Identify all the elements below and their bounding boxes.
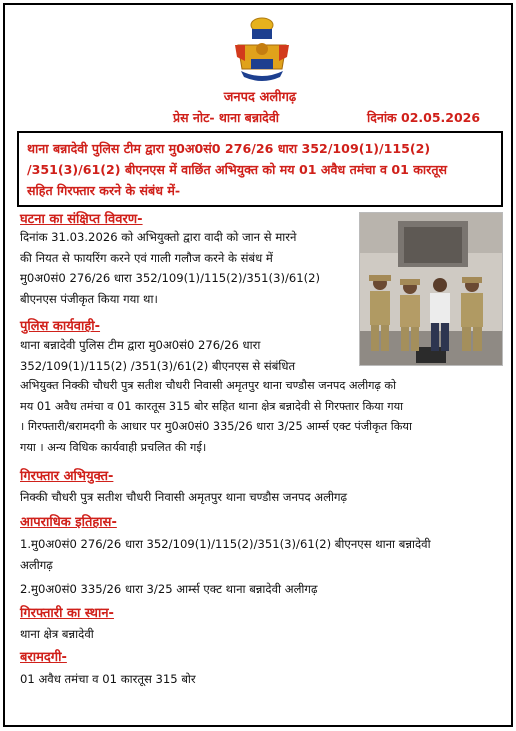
incident-line: मु0अ0सं0 276/26 धारा 352/109(1)/115(2)/351(3)/61(2) [20, 271, 321, 285]
arrest-photo [359, 212, 503, 366]
recovery-text: 01 अवैध तमंचा व 01 कारतूस 315 बोर [20, 672, 196, 686]
criminal-history-item: अलीगढ़ [20, 557, 53, 572]
incident-line: बीएनएस पंजीकृत किया गया था। [20, 291, 158, 306]
criminal-history-item: 1.मु0अ0सं0 276/26 धारा 352/109(1)/115(2)/351(3)/61(2) बीएनएस थाना बन्नादेवी [20, 537, 431, 551]
police-action-line: अभियुक्त निक्की चौधरी पुत्र सतीश चौधरी निवासी अमृतपुर थाना चण्डौस जनपद अलीगढ़ को [20, 379, 397, 392]
incident-line: दिनांक 31.03.2026 को अभियुक्तो द्वारा वादी को जान से मारने [20, 230, 297, 244]
incident-line: की नियत से फायरिंग करने एवं गाली गलौज करने के संबंध में [20, 250, 273, 265]
subject-line: सहित गिरफ्तार करने के संबंध में- [27, 183, 181, 198]
incident-heading: घटना का संक्षिप्त विवरण- [20, 212, 143, 227]
press-note-date: दिनांक 02.05.2026 [367, 110, 481, 125]
police-action-line: । गिरफ्तारी/बरामदगी के आधार पर मु0अ0सं0 335/26 धारा 3/25 आर्म्स एक्ट पंजीकृत किया [20, 420, 412, 433]
arrest-place-text: थाना क्षेत्र बन्नादेवी [20, 627, 94, 641]
arrested-text: निक्की चौधरी पुत्र सतीश चौधरी निवासी अमृतपुर थाना चण्डौस जनपद अलीगढ़ [20, 490, 348, 504]
criminal-history-list [20, 534, 504, 575]
police-action-text-narrow [20, 335, 354, 376]
police-action-text-wide [20, 376, 504, 458]
recovery-heading: बरामदगी- [20, 650, 67, 665]
subject-line: /351(3)/61(2) बीएनएस में वाछिंत अभियुक्त को मय 01 अवैध तमंचा व 01 कारतूस [27, 162, 448, 177]
arrested-heading: गिरफ्तार अभियुक्त- [20, 469, 114, 484]
criminal-history-item: 2.मु0अ0सं0 335/26 धारा 3/25 आर्म्स एक्ट थाना बन्नादेवी अलीगढ़ [20, 582, 318, 596]
district-title: जनपद अलीगढ़ [223, 90, 297, 105]
police-action-line: 352/109(1)/115(2) /351(3)/61(2) बीएनएस से संबंधित [20, 358, 296, 373]
subject-line: थाना बन्नादेवी पुलिस टीम द्वारा मु0अ0सं0 276/26 धारा 352/109(1)/115(2) [27, 141, 431, 156]
arrest-photo-icon [360, 213, 503, 366]
police-action-line: गया । अन्य विधिक कार्यवाही प्रचलित की गई। [20, 440, 207, 454]
incident-text [20, 227, 354, 309]
police-action-line: थाना बन्नादेवी पुलिस टीम द्वारा मु0अ0सं0 276/26 धारा [20, 338, 261, 352]
press-note-line [5, 109, 515, 127]
police-emblem-icon [233, 15, 291, 83]
criminal-history-heading: आपराधिक इतिहास- [20, 515, 117, 530]
press-note-label: प्रेस नोट- थाना बन्नादेवी [173, 110, 280, 125]
police-action-line: मय 01 अवैध तमंचा व 01 कारतूस 315 बोर सहित थाना क्षेत्र बन्नादेवी से गिरफ्तार किया गया [20, 399, 404, 413]
police-action-heading: पुलिस कार्यवाही- [20, 319, 101, 334]
subject-box [17, 131, 503, 207]
arrest-place-heading: गिरफ्तारी का स्थान- [20, 606, 114, 621]
press-note-page [3, 3, 513, 727]
